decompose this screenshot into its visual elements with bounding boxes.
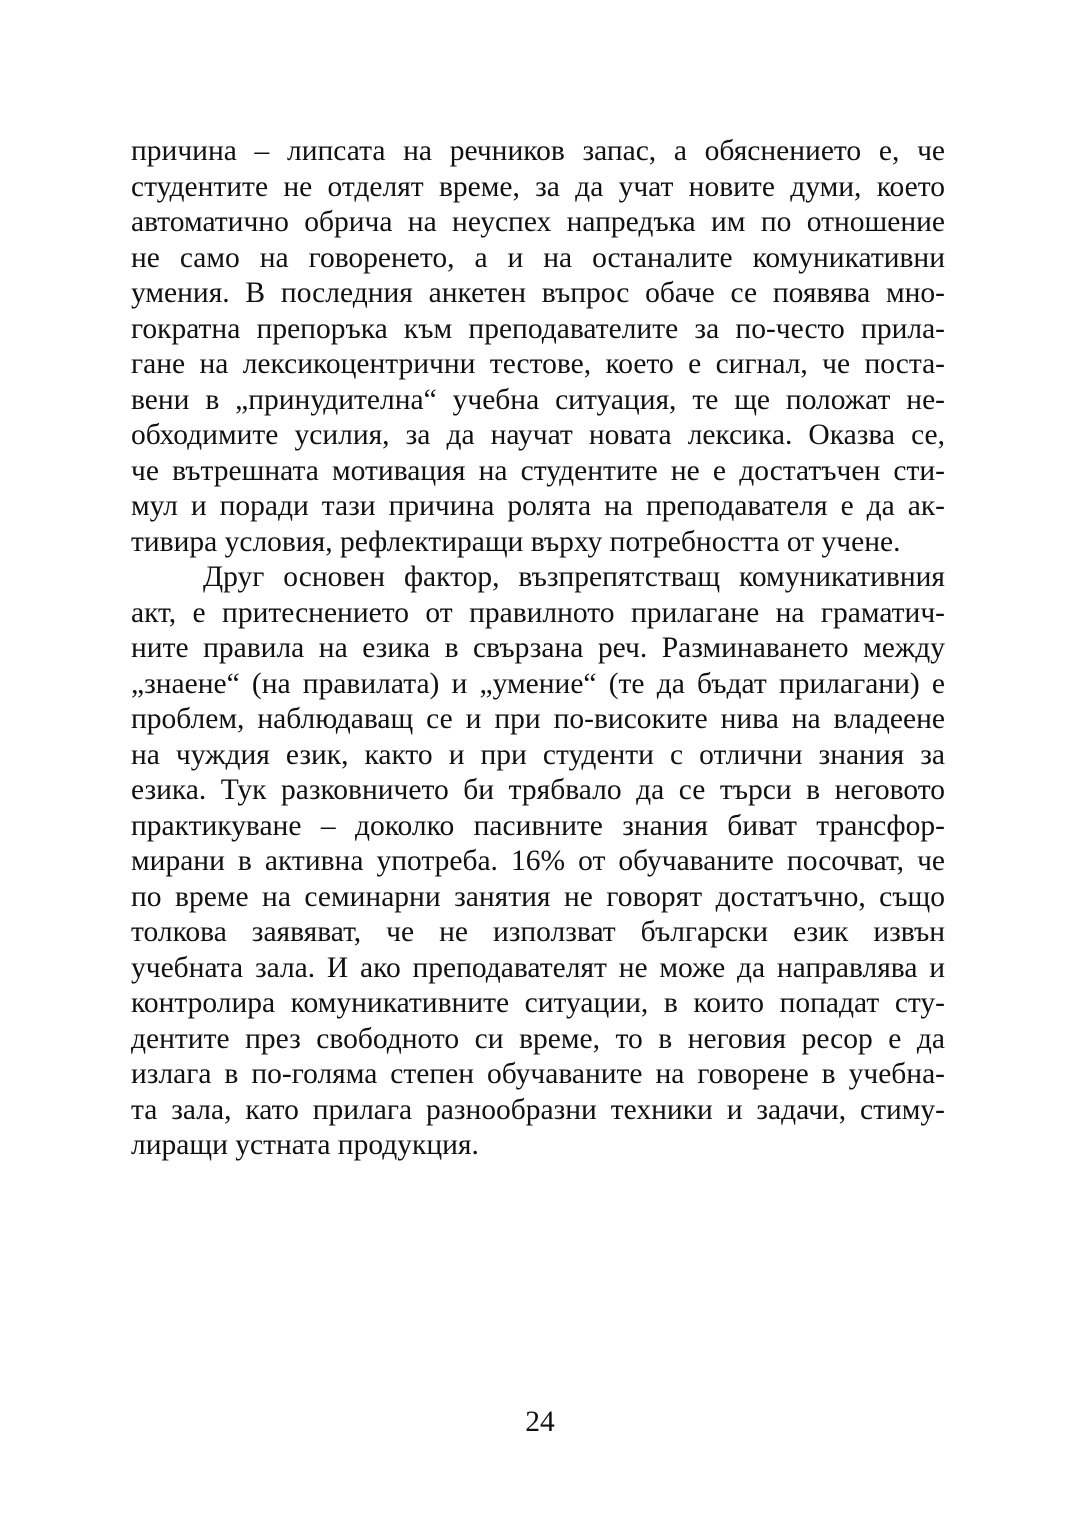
text-line: „знаене“ (на правилата) и „умение“ (те да бъдат прилагани) е <box>131 667 945 700</box>
text-line: акт, е притеснението от правилното прилагане на граматич- <box>131 596 945 629</box>
text-line: студентите не отделят време, за да учат новите думи, което <box>131 170 945 203</box>
text-line: мул и поради тази причина ролята на преподавателя е да ак- <box>131 490 945 522</box>
text-line: автоматично обрича на неуспех напредъка им по отношение <box>131 206 945 238</box>
page-number: 24 <box>525 1406 555 1438</box>
text-line: по време на семинарни занятия не говорят достатъчно, също <box>131 880 945 913</box>
text-line: излага в по-голяма степен обучаваните на говорене в учебна- <box>131 1058 945 1090</box>
text-line: вени в „принудителна“ учебна ситуация, те ще положат не- <box>131 383 945 416</box>
text-line: мирани в активна употреба. 16% от обучаваните посочват, че <box>131 845 945 877</box>
paragraph-2 <box>131 560 945 1164</box>
text-line: лиращи устната продукция. <box>131 1129 479 1161</box>
text-line: толкова заявяват, че не използват български език извън <box>131 916 945 948</box>
text-line: умения. В последния анкетен въпрос обаче се появява мно- <box>131 277 945 309</box>
body-text <box>131 134 945 1164</box>
text-line: та зала, като прилага разнообразни техники и задачи, стиму- <box>131 1093 945 1126</box>
text-line: гократна препоръка към преподавателите за по-често прила- <box>131 312 945 345</box>
text-line: причина – липсата на речников запас, а обяснението е, че <box>131 135 945 167</box>
text-line: контролира комуникативните ситуации, в които попадат сту- <box>131 987 945 1019</box>
text-line: гане на лексикоцентрични тестове, което е сигнал, че поста- <box>131 348 945 380</box>
text-line: обходимите усилия, за да научат новата лексика. Оказва се, <box>131 419 945 451</box>
text-line: не само на говоренето, а и на останалите комуникативни <box>131 241 945 274</box>
text-line: практикуване – доколко пасивните знания биват трансфор- <box>131 809 945 842</box>
text-line: проблем, наблюдаващ се и при по-високите нива на владеене <box>131 703 945 735</box>
text-line: дентите през свободното си време, то в неговия ресор е да <box>131 1022 945 1055</box>
text-line: че вътрешната мотивация на студентите не е достатъчен сти- <box>131 454 945 487</box>
text-line: тивира условия, рефлектиращи върху потребността от учене. <box>131 525 901 558</box>
text-line: на чуждия език, както и при студенти с отлични знания за <box>131 738 945 771</box>
text-line: езика. Тук разковничето би трябвало да се търси в неговото <box>131 774 945 806</box>
text-line: Друг основен фактор, възпрепятстващ комуникативния <box>203 561 945 593</box>
text-line: учебната зала. И ако преподавателят не може да направлява и <box>131 951 945 984</box>
paragraph-1 <box>131 134 945 560</box>
text-line: ните правила на езика в свързана реч. Разминаването между <box>131 632 945 664</box>
